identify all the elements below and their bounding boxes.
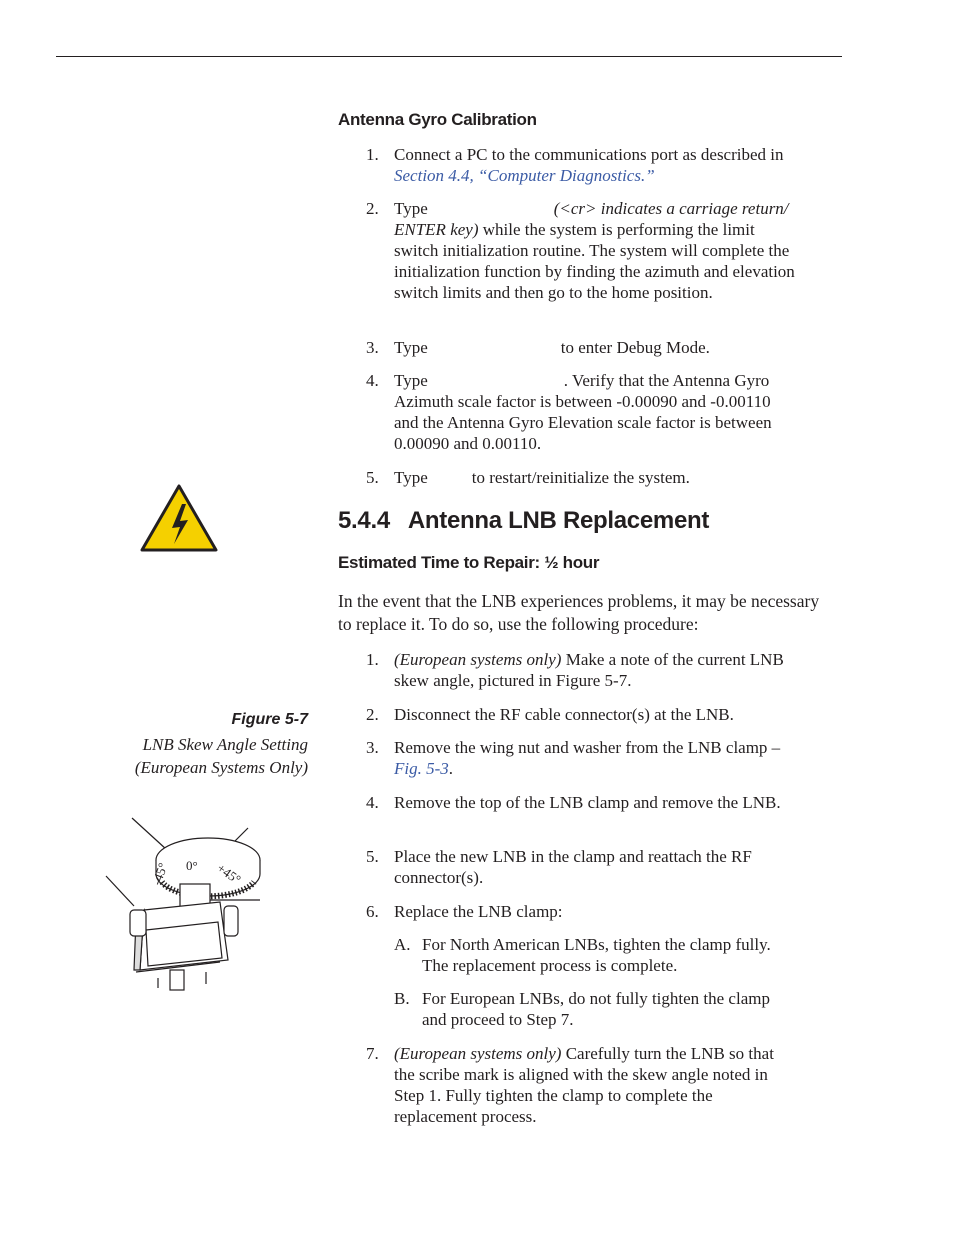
dial-label-plus-45: +45° bbox=[214, 860, 244, 888]
lnb-step-5 bbox=[366, 846, 796, 888]
substep-text: For North American LNBs, tighten the clamp fully. The replacement process is complete. bbox=[422, 935, 771, 975]
step-number: 7. bbox=[366, 1044, 379, 1063]
step-number: 2. bbox=[366, 705, 379, 724]
lnb-step-6 bbox=[366, 901, 796, 922]
figure-caption-line-1: LNB Skew Angle Setting bbox=[142, 735, 308, 754]
step-text: . Verify that the Antenna Gyro Azimuth scale factor is between -0.00090 and -0.00110 and the Antenna Gyro Elevation scale factor is between 0.00090 and 0.00110. bbox=[394, 371, 772, 453]
gyro-step-4 bbox=[366, 370, 796, 454]
high-voltage-warning-icon bbox=[140, 484, 218, 552]
european-only-note: (European systems only) bbox=[394, 650, 562, 669]
step-text: Remove the top of the LNB clamp and remove the LNB. bbox=[394, 793, 781, 812]
lnb-step-2 bbox=[366, 704, 796, 725]
step-end: . bbox=[448, 759, 454, 778]
step-text: Replace the LNB clamp: bbox=[394, 902, 563, 921]
step-text: while the system is performing the limit switch initialization routine. The system will complete the initialization function by finding the azimuth and elevation switch limits and then go to the home position. bbox=[394, 220, 795, 302]
figure-caption-line-2: (European Systems Only) bbox=[134, 758, 308, 777]
lnb-feed bbox=[170, 970, 184, 990]
step-text: Place the new LNB in the clamp and reattach the RF connector(s). bbox=[394, 847, 752, 887]
intro-paragraph: In the event that the LNB experiences problems, it may be necessary to replace it. To do so, use the following procedure: bbox=[338, 591, 820, 634]
step-number: 5. bbox=[366, 847, 379, 866]
repair-time-heading: Estimated Time to Repair: ½ hour bbox=[338, 553, 600, 572]
figure-caption bbox=[78, 733, 308, 779]
gyro-calibration-heading: Antenna Gyro Calibration bbox=[338, 110, 537, 129]
lnb-substep-a bbox=[394, 934, 794, 976]
lnb-step-1 bbox=[366, 649, 796, 691]
left-wing-nut bbox=[130, 910, 146, 936]
header-rule bbox=[56, 56, 842, 57]
step-number: 3. bbox=[366, 338, 379, 357]
step-number: 3. bbox=[366, 738, 379, 757]
step-number: 1. bbox=[366, 650, 379, 669]
step-number: 5. bbox=[366, 468, 379, 487]
step-number: 4. bbox=[366, 793, 379, 812]
gyro-step-3 bbox=[366, 337, 796, 358]
fig-5-3-link[interactable]: Fig. 5-3 bbox=[394, 759, 449, 778]
step-number: 2. bbox=[366, 199, 379, 218]
step-text: Connect a PC to the communications port as described in bbox=[394, 145, 784, 164]
lnb-step-7 bbox=[366, 1043, 796, 1127]
step-type-word: Type bbox=[394, 468, 428, 487]
lnb-step-3 bbox=[366, 737, 796, 779]
section-heading bbox=[338, 507, 709, 535]
lnb-clamp-body bbox=[140, 902, 228, 970]
step-type-word: Type bbox=[394, 199, 428, 218]
leader-line bbox=[106, 876, 134, 906]
lnb-skew-angle-illustration bbox=[100, 810, 270, 1010]
substep-letter: B. bbox=[394, 989, 410, 1008]
dial-label-zero: 0° bbox=[186, 858, 198, 873]
substep-letter: A. bbox=[394, 935, 411, 954]
section-number: 5.4.4 bbox=[338, 507, 390, 534]
section-title: Antenna LNB Replacement bbox=[407, 507, 710, 534]
lnb-step-4 bbox=[366, 792, 796, 813]
step-text: Remove the wing nut and washer from the LNB clamp – bbox=[394, 738, 781, 757]
step-text: to enter Debug Mode. bbox=[560, 338, 710, 357]
step-text: Disconnect the RF cable connector(s) at the LNB. bbox=[394, 705, 734, 724]
step-number: 4. bbox=[366, 371, 379, 390]
step-text: Carefully turn the LNB so that the scribe mark is aligned with the skew angle noted in Step 1. Fully tighten the clamp to complete the replacement process. bbox=[394, 1044, 774, 1126]
step-text: to restart/reinitialize the system. bbox=[471, 468, 690, 487]
step-number: 1. bbox=[366, 145, 379, 164]
substep-text: For European LNBs, do not fully tighten the clamp and proceed to Step 7. bbox=[422, 989, 770, 1029]
step-type-word: Type bbox=[394, 338, 428, 357]
step-text: Make a note of the current LNB skew angle, pictured in Figure 5-7. bbox=[394, 650, 784, 690]
dial-label-minus-45: -45° bbox=[148, 860, 171, 888]
figure-label: Figure 5-7 bbox=[231, 711, 308, 728]
step-number: 6. bbox=[366, 902, 379, 921]
computer-diagnostics-link[interactable]: Section 4.4, “Computer Diagnostics.” bbox=[394, 166, 655, 185]
carriage-return-note: (<cr> indicates a carriage return/ ENTER key) bbox=[394, 199, 789, 239]
lnb-substep-b bbox=[394, 988, 794, 1030]
right-connector bbox=[224, 906, 238, 936]
gyro-step-5 bbox=[366, 467, 796, 488]
gyro-step-2 bbox=[366, 198, 796, 303]
step-type-word: Type bbox=[394, 371, 428, 390]
gyro-step-1 bbox=[366, 144, 796, 186]
european-only-note: (European systems only) bbox=[394, 1044, 562, 1063]
